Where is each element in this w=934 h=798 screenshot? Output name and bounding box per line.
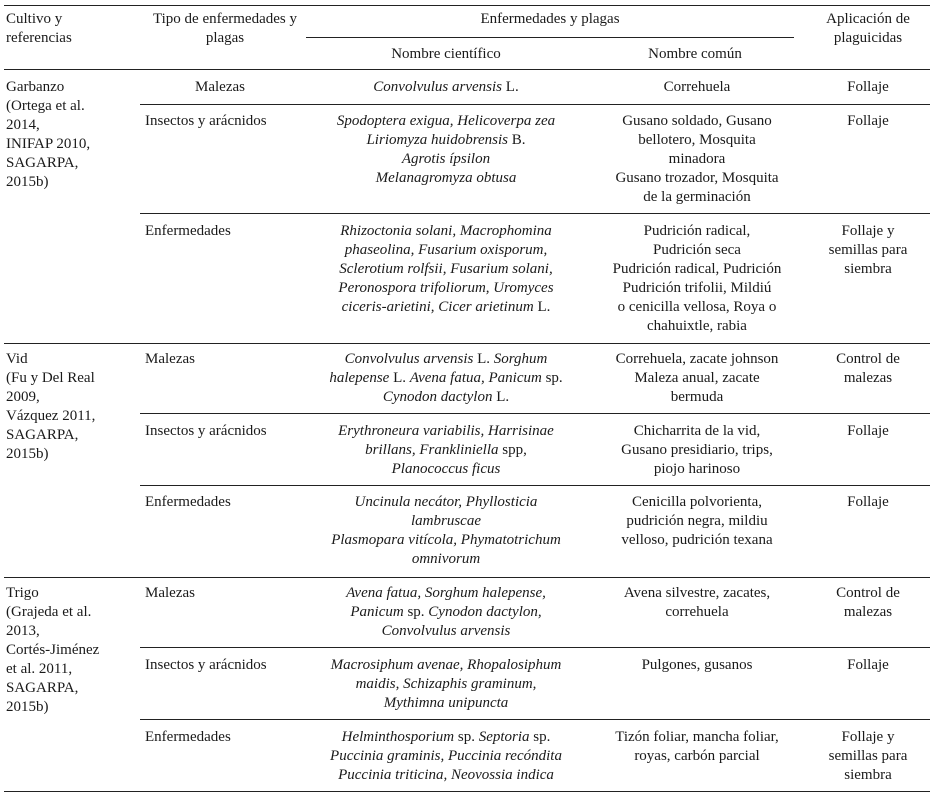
scientific-name-italic: Sorghum <box>493 351 548 367</box>
crop-name-line: INIFAP 2010, <box>6 136 91 152</box>
common-name-line: bermuda <box>670 389 724 405</box>
scientific-name-italic: Sclerotium rolfsii, Fusarium solani, <box>339 261 553 277</box>
header-aplicacion <box>806 10 930 48</box>
row-rule <box>140 104 930 105</box>
application-cell <box>806 584 930 622</box>
common-name-line: chahuixtle, rabia <box>647 318 747 334</box>
common-name-cell <box>586 422 808 479</box>
pest-type-text: Insectos y arácnidos <box>145 113 267 129</box>
common-name-line: de la germinación <box>643 189 751 205</box>
crop-name-line: Trigo <box>6 585 39 601</box>
crop-rule <box>4 343 930 344</box>
scientific-name-italic: Convolvulus arvensis <box>381 623 511 639</box>
common-name-line: Tizón foliar, mancha foliar, <box>615 729 779 745</box>
scientific-name-line <box>306 260 586 279</box>
scientific-name-line <box>306 350 586 369</box>
common-name-line: correhuela <box>665 604 729 620</box>
scientific-name-italic: brillans, Frankliniella <box>365 442 499 458</box>
scientific-name-italic: Septoria <box>478 729 530 745</box>
crop-name-line: 2015b) <box>6 699 49 715</box>
scientific-name-line <box>306 169 586 188</box>
scientific-name-italic: Cynodon dactylon <box>382 389 493 405</box>
header-cultivo <box>6 10 126 48</box>
pest-type-cell <box>145 350 305 369</box>
pest-type-cell <box>145 728 305 747</box>
crop-name-cell <box>6 350 138 464</box>
scientific-name-cell <box>306 584 586 641</box>
pest-type-text: Malezas <box>195 79 245 95</box>
common-name-line: pudrición negra, mildiu <box>626 513 768 529</box>
common-name-line: Pulgones, gusanos <box>641 657 753 673</box>
row-rule <box>140 413 930 414</box>
scientific-name-italic: Cynodon dactylon, <box>428 604 542 620</box>
application-line: Follaje <box>847 657 889 673</box>
application-cell <box>806 222 930 279</box>
scientific-name-italic: Helminthosporium <box>341 729 455 745</box>
application-cell <box>806 112 930 131</box>
scientific-name-line <box>306 694 586 713</box>
application-line: siembra <box>844 767 892 783</box>
header-bottom-rule <box>4 69 930 70</box>
pest-type-cell <box>145 112 305 131</box>
pest-type-cell <box>145 493 305 512</box>
application-cell <box>806 493 930 512</box>
header-enfermedades-text: Enfermedades y plagas <box>480 11 620 27</box>
scientific-name-italic: Spodoptera exigua, Helicoverpa zea <box>336 113 556 129</box>
scientific-name-line <box>306 622 586 641</box>
scientific-name-line <box>306 584 586 603</box>
scientific-name-line <box>306 422 586 441</box>
scientific-name-cell <box>306 112 586 188</box>
header-cultivo-text: Cultivo y referencias <box>6 11 72 46</box>
scientific-name-line <box>306 78 586 97</box>
scientific-name-italic: Agrotis ípsilon <box>401 151 491 167</box>
scientific-name-line <box>306 131 586 150</box>
scientific-name-plain: L. <box>502 79 519 95</box>
scientific-name-plain: B. <box>508 132 526 148</box>
header-cientifico <box>306 45 586 64</box>
crop-name-line: 2015b) <box>6 446 49 462</box>
application-line: semillas para <box>828 242 908 258</box>
scientific-name-line <box>306 512 586 531</box>
row-rule <box>140 485 930 486</box>
scientific-name-italic: halepense <box>329 370 390 386</box>
scientific-name-cell <box>306 222 586 317</box>
common-name-line: Chicharrita de la vid, <box>633 423 761 439</box>
application-line: Follaje <box>847 79 889 95</box>
common-name-cell <box>586 493 808 550</box>
row-rule <box>140 719 930 720</box>
scientific-name-line <box>306 241 586 260</box>
scientific-name-cell <box>306 493 586 569</box>
pest-type-text: Enfermedades <box>145 223 231 239</box>
common-name-line: Correhuela, zacate johnson <box>615 351 779 367</box>
scientific-name-italic: Convolvulus arvensis <box>344 351 474 367</box>
application-cell <box>806 422 930 441</box>
scientific-name-italic: Avena fatua, Sorghum halepense, <box>346 585 546 601</box>
scientific-name-line <box>306 150 586 169</box>
pest-type-cell <box>145 222 305 241</box>
pest-type-text: Enfermedades <box>145 494 231 510</box>
common-name-line: minadora <box>668 151 726 167</box>
scientific-name-line <box>306 675 586 694</box>
scientific-name-italic: Avena fatua, Panicum <box>409 370 542 386</box>
common-name-line: Gusano soldado, Gusano <box>622 113 772 129</box>
scientific-name-italic: Plasmopara vitícola, Phymatotrichum <box>331 532 561 548</box>
pest-type-cell <box>145 78 295 97</box>
common-name-cell <box>586 350 808 407</box>
scientific-name-line <box>306 369 586 388</box>
scientific-name-line <box>306 279 586 298</box>
crop-name-cell <box>6 584 138 717</box>
scientific-name-italic: Panicum <box>350 604 404 620</box>
crop-name-line: SAGARPA, <box>6 680 79 696</box>
scientific-name-plain: spp, <box>498 442 527 458</box>
scientific-name-line <box>306 603 586 622</box>
scientific-name-italic: Erythroneura variabilis, Harrisinae <box>338 423 554 439</box>
application-line: Follaje <box>847 494 889 510</box>
header-enfermedades <box>306 10 794 29</box>
common-name-line: Cenicilla polvorienta, <box>632 494 762 510</box>
scientific-name-italic: Liriomyza huidobrensis <box>366 132 509 148</box>
crop-name-line: et al. 2011, <box>6 661 73 677</box>
scientific-name-italic: Uncinula necátor, Phyllosticia <box>354 494 538 510</box>
common-name-cell <box>586 222 808 336</box>
pest-type-text: Enfermedades <box>145 729 231 745</box>
scientific-name-plain: sp. <box>403 604 429 620</box>
common-name-cell <box>586 584 808 622</box>
application-cell <box>806 78 930 97</box>
crop-name-line: SAGARPA, <box>6 427 79 443</box>
top-rule <box>4 5 930 6</box>
crop-name-line: (Grajeda et al. <box>6 604 92 620</box>
application-line: semillas para <box>828 748 908 764</box>
common-name-line: piojo harinoso <box>653 461 741 477</box>
scientific-name-line <box>306 388 586 407</box>
header-subrule <box>306 37 794 38</box>
crop-name-line: Vázquez 2011, <box>6 408 96 424</box>
header-cientifico-text: Nombre científico <box>391 46 501 62</box>
scientific-name-italic: omnivorum <box>411 551 481 567</box>
common-name-line: Pudrición radical, Pudrición <box>612 261 782 277</box>
scientific-name-plain: L. <box>389 370 410 386</box>
scientific-name-italic: lambruscae <box>411 513 481 529</box>
common-name-cell <box>586 728 808 766</box>
scientific-name-line <box>306 112 586 131</box>
row-rule <box>140 647 930 648</box>
application-line: malezas <box>843 604 893 620</box>
scientific-name-italic: Convolvulus arvensis <box>373 79 503 95</box>
crop-name-line: (Fu y Del Real <box>6 370 95 386</box>
scientific-name-line <box>306 441 586 460</box>
header-tipo-text: Tipo de enfermedades y plagas <box>153 11 297 46</box>
scientific-name-italic: Macrosiphum avenae, Rhopalosiphum <box>330 657 562 673</box>
scientific-name-plain: L. <box>473 351 494 367</box>
pest-type-text: Insectos y arácnidos <box>145 657 267 673</box>
crop-name-line: Cortés-Jiménez <box>6 642 100 658</box>
common-name-line: Avena silvestre, zacates, <box>623 585 771 601</box>
crop-name-line: 2009, <box>6 389 40 405</box>
pest-type-text: Insectos y arácnidos <box>145 423 267 439</box>
scientific-name-plain: L. <box>533 299 551 315</box>
scientific-name-line <box>306 766 586 785</box>
scientific-name-italic: ciceris-arietini, Cicer arietinum <box>341 299 534 315</box>
common-name-line: Pudrición radical, <box>643 223 751 239</box>
common-name-line: Pudrición seca <box>653 242 741 258</box>
scientific-name-cell <box>306 78 586 97</box>
scientific-name-plain: L. <box>492 389 510 405</box>
scientific-name-italic: maidis, Schizaphis graminum, <box>355 676 537 692</box>
crop-rule <box>4 791 930 792</box>
application-line: malezas <box>843 370 893 386</box>
scientific-name-italic: Puccinia graminis, Puccinia recóndita <box>330 748 562 764</box>
crop-name-line: 2015b) <box>6 174 49 190</box>
common-name-line: Correhuela <box>663 79 731 95</box>
header-aplicacion-text: Aplicación de plaguicidas <box>826 11 910 46</box>
crop-name-cell <box>6 78 138 192</box>
scientific-name-line <box>306 728 586 747</box>
common-name-cell <box>586 112 808 207</box>
common-name-line: royas, carbón parcial <box>634 748 760 764</box>
application-line: Follaje <box>847 113 889 129</box>
pest-type-cell <box>145 422 305 441</box>
crop-name-line: Garbanzo <box>6 79 65 95</box>
common-name-line: Gusano presidiario, trips, <box>621 442 773 458</box>
header-comun <box>586 45 804 64</box>
scientific-name-italic: Planococcus ficus <box>391 461 501 477</box>
header-comun-text: Nombre común <box>648 46 742 62</box>
scientific-name-line <box>306 460 586 479</box>
application-line: Follaje y <box>841 223 895 239</box>
common-name-cell <box>586 78 808 97</box>
header-tipo <box>140 10 310 48</box>
pest-type-text: Malezas <box>145 351 195 367</box>
scientific-name-line <box>306 550 586 569</box>
scientific-name-line <box>306 531 586 550</box>
scientific-name-line <box>306 298 586 317</box>
scientific-name-cell <box>306 656 586 713</box>
scientific-name-line <box>306 493 586 512</box>
scientific-name-italic: Rhizoctonia solani, Macrophomina <box>340 223 552 239</box>
scientific-name-italic: Mythimna unipuncta <box>383 695 509 711</box>
scientific-name-plain: sp. <box>541 370 563 386</box>
pest-type-cell <box>145 584 305 603</box>
scientific-name-italic: Puccinia triticina, Neovossia indica <box>338 767 554 783</box>
application-line: Follaje y <box>841 729 895 745</box>
scientific-name-cell <box>306 350 586 407</box>
application-cell <box>806 728 930 785</box>
common-name-line: bellotero, Mosquita <box>638 132 756 148</box>
crop-name-line: 2014, <box>6 117 40 133</box>
scientific-name-plain: sp. <box>529 729 551 745</box>
crop-rule <box>4 577 930 578</box>
scientific-name-line <box>306 222 586 241</box>
pest-type-cell <box>145 656 305 675</box>
scientific-name-cell <box>306 728 586 785</box>
scientific-name-line <box>306 747 586 766</box>
application-cell <box>806 350 930 388</box>
scientific-name-italic: Peronospora trifoliorum, Uromyces <box>338 280 554 296</box>
crop-name-line: 2013, <box>6 623 40 639</box>
application-line: siembra <box>844 261 892 277</box>
crop-name-line: SAGARPA, <box>6 155 79 171</box>
common-name-line: o cenicilla vellosa, Roya o <box>617 299 777 315</box>
common-name-cell <box>586 656 808 675</box>
row-rule <box>140 213 930 214</box>
common-name-line: velloso, pudrición texana <box>621 532 773 548</box>
scientific-name-italic: Melanagromyza obtusa <box>375 170 517 186</box>
common-name-line: Pudrición trifolii, Mildiú <box>622 280 772 296</box>
scientific-name-line <box>306 656 586 675</box>
application-line: Follaje <box>847 423 889 439</box>
application-line: Control de <box>836 585 900 601</box>
scientific-name-plain: sp. <box>454 729 479 745</box>
scientific-name-cell <box>306 422 586 479</box>
common-name-line: Gusano trozador, Mosquita <box>615 170 779 186</box>
application-cell <box>806 656 930 675</box>
scientific-name-italic: phaseolina, Fusarium oxisporum, <box>344 242 548 258</box>
crop-name-line: (Ortega et al. <box>6 98 85 114</box>
crop-name-line: Vid <box>6 351 28 367</box>
pest-type-text: Malezas <box>145 585 195 601</box>
application-line: Control de <box>836 351 900 367</box>
common-name-line: Maleza anual, zacate <box>634 370 760 386</box>
